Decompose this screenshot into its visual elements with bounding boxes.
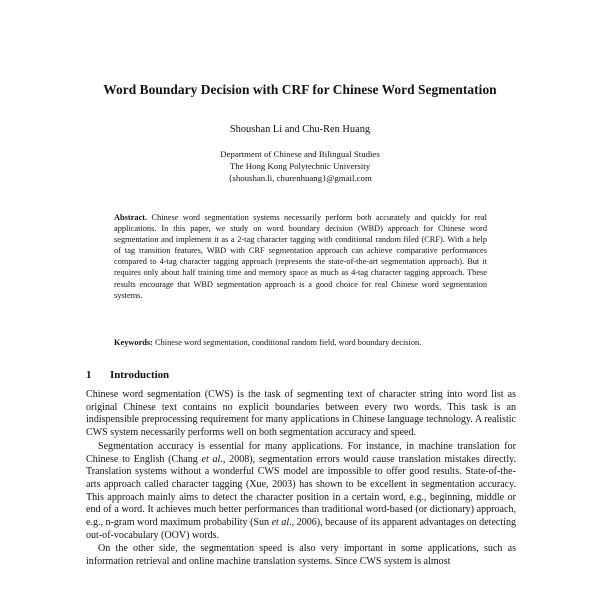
keywords-label: Keywords: (114, 338, 153, 347)
section-number: 1 (86, 369, 92, 381)
affiliation-university: The Hong Kong Polytechnic University (229, 161, 371, 171)
section-heading (86, 369, 169, 381)
paper-title: Word Boundary Decision with CRF for Chinese Word Segmentation (103, 82, 497, 97)
paragraph-3: On the other side, the segmentation speed is also very important in some applications, such as information retrieval and online machine translation systems. Since CWS system is almost (86, 543, 516, 568)
body-text (86, 389, 516, 569)
keywords-text: Chinese word segmentation, conditional random field, word boundary decision. (155, 338, 422, 347)
affiliation-block (0, 148, 600, 184)
paper-authors: Shoushan Li and Chu-Ren Huang (229, 124, 371, 135)
abstract-text: Chinese word segmentation systems necessarily perform both accurately and quickly for real applications. In this paper, we study on word boundary decision (WBD) approach for Chinese word segmentation and implement it as a 2-tag character tagging with conditional random filed (CRF). With a help of tag transition features, WBD with CRF segmentation approach can achieve comparative performances compared to 4-tag character tagging approach (represents the state-of-the-art segmentation approach). But it requires only about half training time and memory space as much as 4-tag character tagging approach. These results encourage that WBD segmentation approach is a good choice for real Chinese word segmentation systems. (114, 213, 487, 300)
citation-etal: et al (271, 517, 290, 529)
affiliation-department: Department of Chinese and Bilingual Studies (220, 149, 380, 159)
keywords (114, 338, 494, 347)
paragraph-2: Segmentation accuracy is essential for many applications. For instance, in machine translation for Chinese to English (Chang et al., 2008), segmentation errors would cause translation mistakes directly. Translation systems without a wonderful CWS model are impossible to offer good results. State-of-the-arts approach called character tagging (Xue, 2003) has shown to be excellent in segmentation accuracy. This approach mainly aims to detect the character position in a certain word, e.g., beginning, middle or end of a word. It achieves much better performances than traditional word-based (or dictionary) approach, e.g., n-gram word maximum probability (Sun et al., 2006), because of its apparent advantages on detecting out-of-vocabulary (OOV) words. (86, 440, 517, 541)
affiliation-email: {shoushan.li, churenhuang}@gmail.com (228, 173, 372, 183)
paragraph-1: Chinese word segmentation (CWS) is the task of segmenting text of character string into word list as original Chinese text contains no explicit boundaries between every two words. This task is an indispensible preprocessing requirement for many applications in Chinese language technology. A realistic CWS system necessarily performs well on both segmentation accuracy and speed. (86, 389, 516, 439)
section-title: Introduction (110, 369, 170, 381)
citation-etal: et al (201, 453, 221, 465)
abstract-label: Abstract. (114, 213, 148, 222)
abstract (114, 212, 487, 301)
